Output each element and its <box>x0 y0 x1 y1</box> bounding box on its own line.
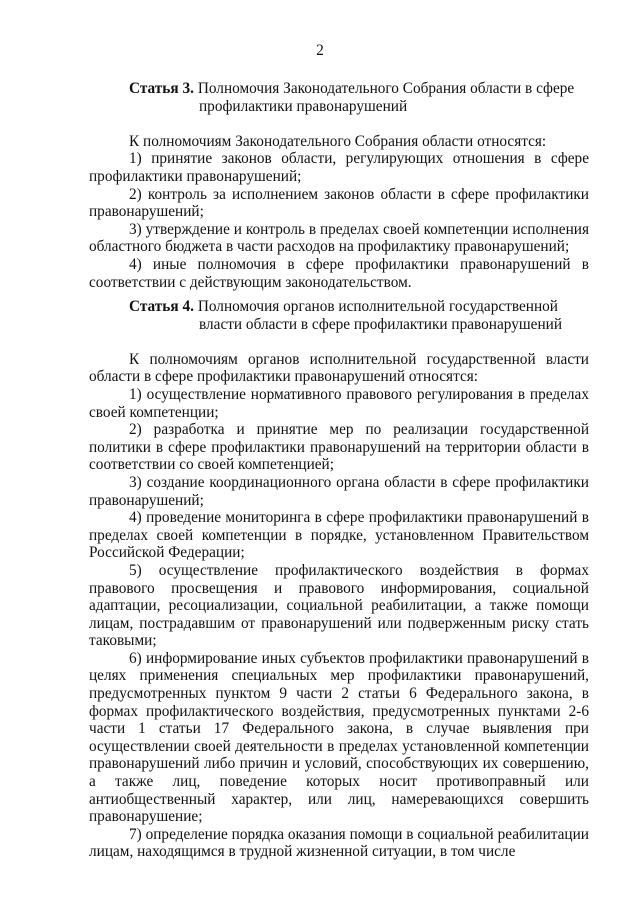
spacer <box>89 115 589 133</box>
article-3-title-line1: Полномочия Законодательного Собрания области в сфере <box>197 80 575 97</box>
article-3-item-1: 1) принятие законов области, регулирующих отношения в сфере профилактики правонарушений; <box>89 150 589 185</box>
article-3-heading <box>89 80 589 98</box>
article-4-label: Статья 4. <box>129 298 194 315</box>
article-4-item-4: 4) проведение мониторинга в сфере профилактики правонарушений в пределах своей компетенции в порядке, установленном Правительством Российской Федерации; <box>89 509 589 562</box>
article-4-item-1: 1) осуществление нормативного правового регулирования в пределах своей компетенции; <box>89 385 589 421</box>
article-4-title-line1: Полномочия органов исполнительной государственной <box>197 298 558 315</box>
article-4-item-3: 3) создание координационного органа области в сфере профилактики правонарушений; <box>89 473 589 509</box>
article-3-label: Статья 3. <box>129 80 194 97</box>
article-3-item-2: 2) контроль за исполнением законов области в сфере профилактики правонарушений; <box>89 185 589 221</box>
article-4-item-2: 2) разработка и принятие мер по реализации государственной политики в сфере профилактики правонарушений на территории области в соответствии со своей компетенцией; <box>89 421 589 474</box>
article-4-item-6: 6) информирование иных субъектов профилактики правонарушений в целях применения специальных мер профилактики правонарушений, предусмотренных пунктом 9 части 2 статьи 6 Федерального закона, в формах профилактического воздействия, предусмотренных пунктами 2-6 части 1 статьи 17 Федерального закона, в случае выявления при осуществлении своей деятельности в пределах установленной компетенции правонарушений либо причин и условий, способствующих их совершению, а также лиц, поведение которых носит противоправный или антиобщественный характер, или лиц, намеревающихся совершить правонарушение; <box>89 649 589 826</box>
article-4-item-5: 5) осуществление профилактического воздействия в формах правового просвещения и правового информирования, социальной адаптации, ресоциализации, социальной реабилитации, а также помощи лицам, пострадавшим от правонарушений или подверженным риску стать таковыми; <box>89 561 589 650</box>
article-3-item-4: 4) иные полномочия в сфере профилактики правонарушений в соответствии с действующим законодательством. <box>89 255 589 291</box>
article-4 <box>89 298 589 861</box>
article-4-item-7: 7) определение порядка оказания помощи в социальной реабилитации лицам, находящимся в трудной жизненной ситуации, в том числе <box>89 825 589 861</box>
article-4-heading <box>89 298 589 316</box>
article-4-intro: К полномочиям органов исполнительной государственной власти области в сфере профилактики правонарушений относятся: <box>89 350 589 386</box>
article-3-item-3: 3) утверждение и контроль в пределах своей компетенции исполнения областного бюджета в части расходов на профилактику правонарушений; <box>89 220 589 256</box>
spacer <box>89 333 589 351</box>
article-3 <box>89 80 589 291</box>
article-4-title-line2: власти области в сфере профилактики правонарушений <box>199 315 563 333</box>
article-3-intro: К полномочиям Законодательного Собрания области относятся: <box>129 132 547 150</box>
page-number: 2 <box>316 42 324 59</box>
article-3-title-line2: профилактики правонарушений <box>199 97 408 115</box>
